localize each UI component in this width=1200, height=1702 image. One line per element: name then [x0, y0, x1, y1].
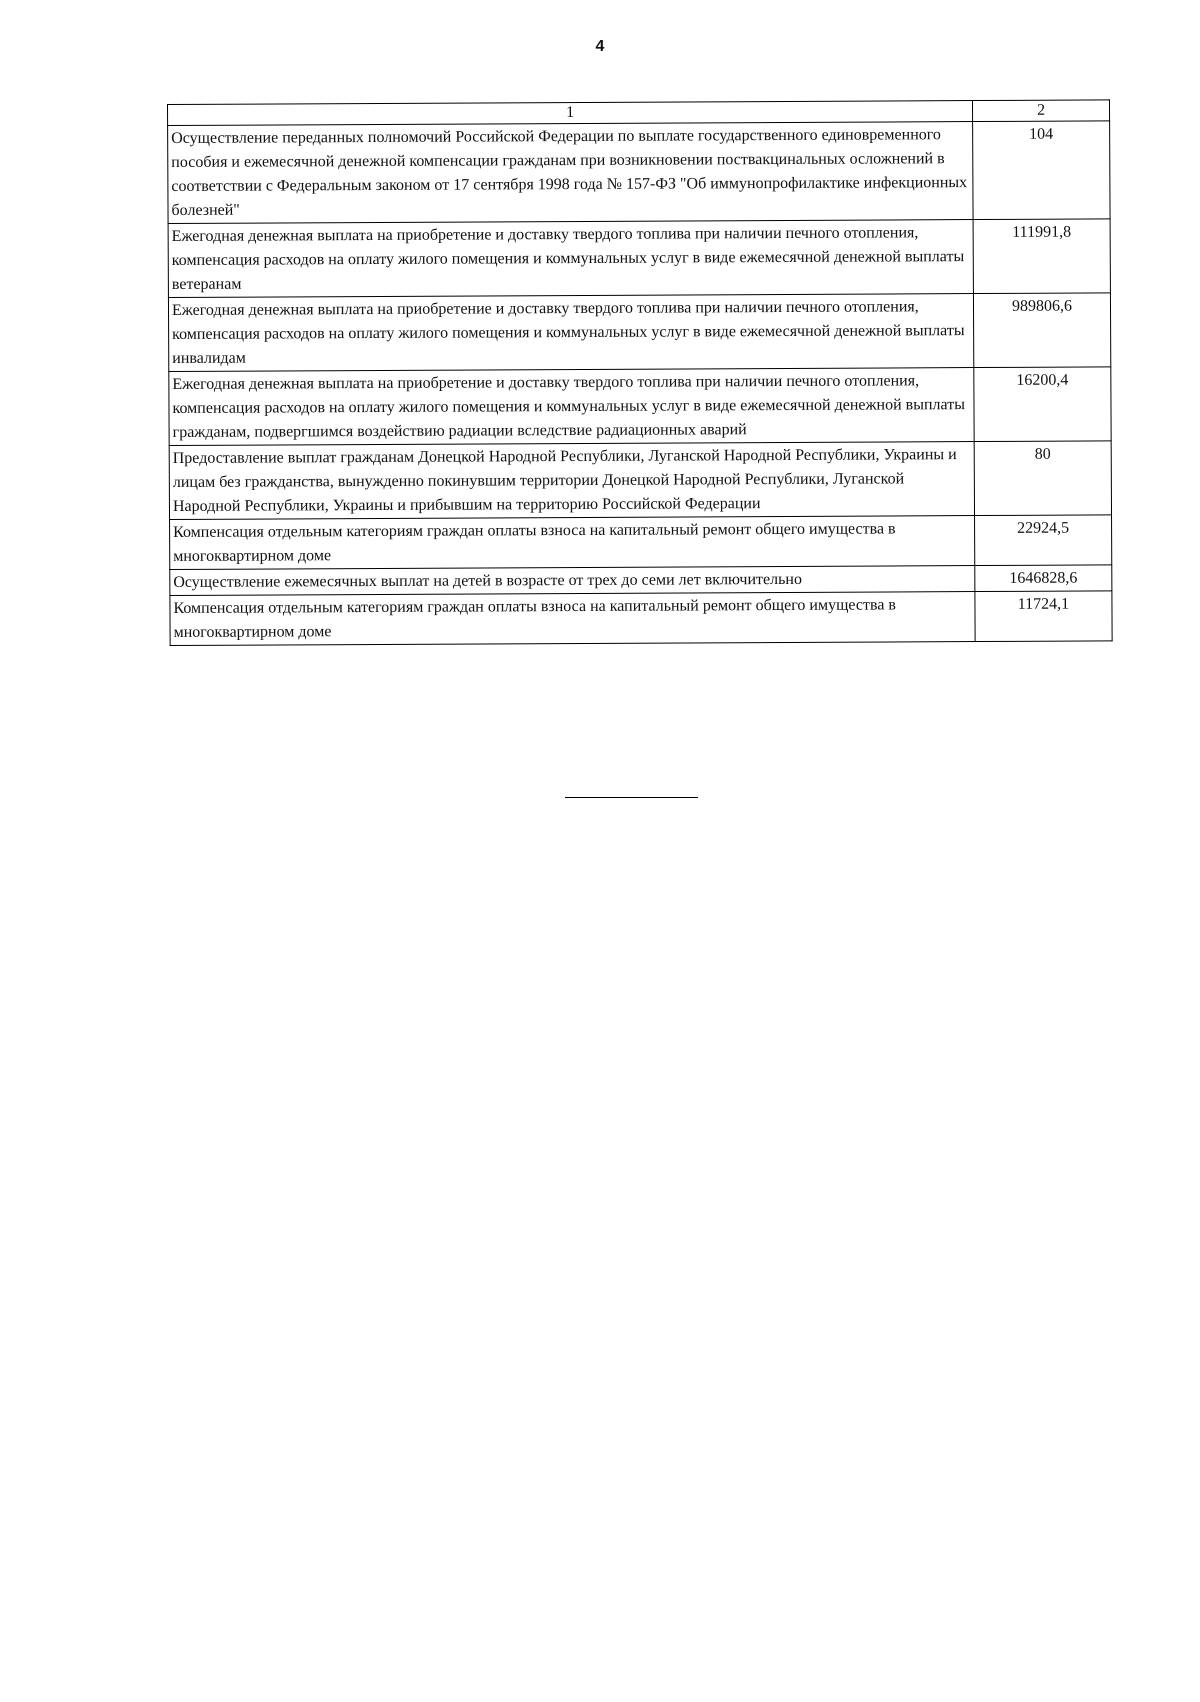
budget-table: [167, 99, 1113, 646]
row-label: Предоставление выплат гражданам Донецкой Народной Республики, Луганской Народной Республики, Украины и лицам без гражданства, вынужденно покинувшим территории Донецкой Народной Республики, Луганской Народной Республики, Украины и прибывшим на территорию Российской Федерации: [169, 442, 974, 520]
row-label: Ежегодная денежная выплата на приобретение и доставку твердого топлива при наличии печного отопления, компенсация расходов на оплату жилого помещения и коммунальных услуг в виде ежемесячной денежной выплаты инвалидам: [168, 294, 973, 372]
table-row: [169, 367, 1111, 446]
end-divider: [565, 797, 698, 798]
row-label: Ежегодная денежная выплата на приобретение и доставку твердого топлива при наличии печного отопления, компенсация расходов на оплату жилого помещения и коммунальных услуг в виде ежемесячной денежной выплаты гражданам, подвергшимся воздействию радиации вследствие радиационных аварий: [169, 368, 974, 446]
table-row: [170, 591, 1112, 646]
row-value: 22924,5: [975, 515, 1112, 566]
row-value: 104: [973, 121, 1110, 220]
row-value: 989806,6: [973, 293, 1110, 368]
row-label: Осуществление переданных полномочий Российской Федерации по выплате государственного единовременного пособия и ежемесячной денежной компенсации гражданам при возникновении поствакцинальных осложнений в соответствии с Федеральным законом от 17 сентября 1998 года № 157-ФЗ "Об иммунопрофилактике инфекционных болезней": [168, 122, 973, 224]
table-row: [170, 515, 1112, 570]
row-value: 111991,8: [973, 219, 1110, 294]
row-value: 11724,1: [975, 591, 1112, 642]
column-header-1: 1: [168, 101, 973, 126]
row-value: 80: [974, 441, 1111, 516]
row-label: Осуществление ежемесячных выплат на детей в возрасте от трех до семи лет включительно: [170, 566, 975, 596]
table-row: [168, 293, 1110, 372]
row-label: Компенсация отдельным категориям граждан оплаты взноса на капитальный ремонт общего имущества в многоквартирном доме: [170, 516, 975, 570]
table-row: [168, 219, 1110, 298]
row-label: Компенсация отдельным категориям граждан оплаты взноса на капитальный ремонт общего имущества в многоквартирном доме: [170, 592, 975, 646]
page-number: 4: [595, 38, 605, 55]
row-value: 16200,4: [974, 367, 1111, 442]
table-row: [168, 121, 1110, 224]
table-row: [169, 441, 1111, 520]
row-label: Ежегодная денежная выплата на приобретение и доставку твердого топлива при наличии печного отопления, компенсация расходов на оплату жилого помещения и коммунальных услуг в виде ежемесячной денежной выплаты ветеранам: [168, 220, 973, 298]
column-header-2: 2: [972, 100, 1109, 122]
row-value: 1646828,6: [975, 565, 1112, 592]
